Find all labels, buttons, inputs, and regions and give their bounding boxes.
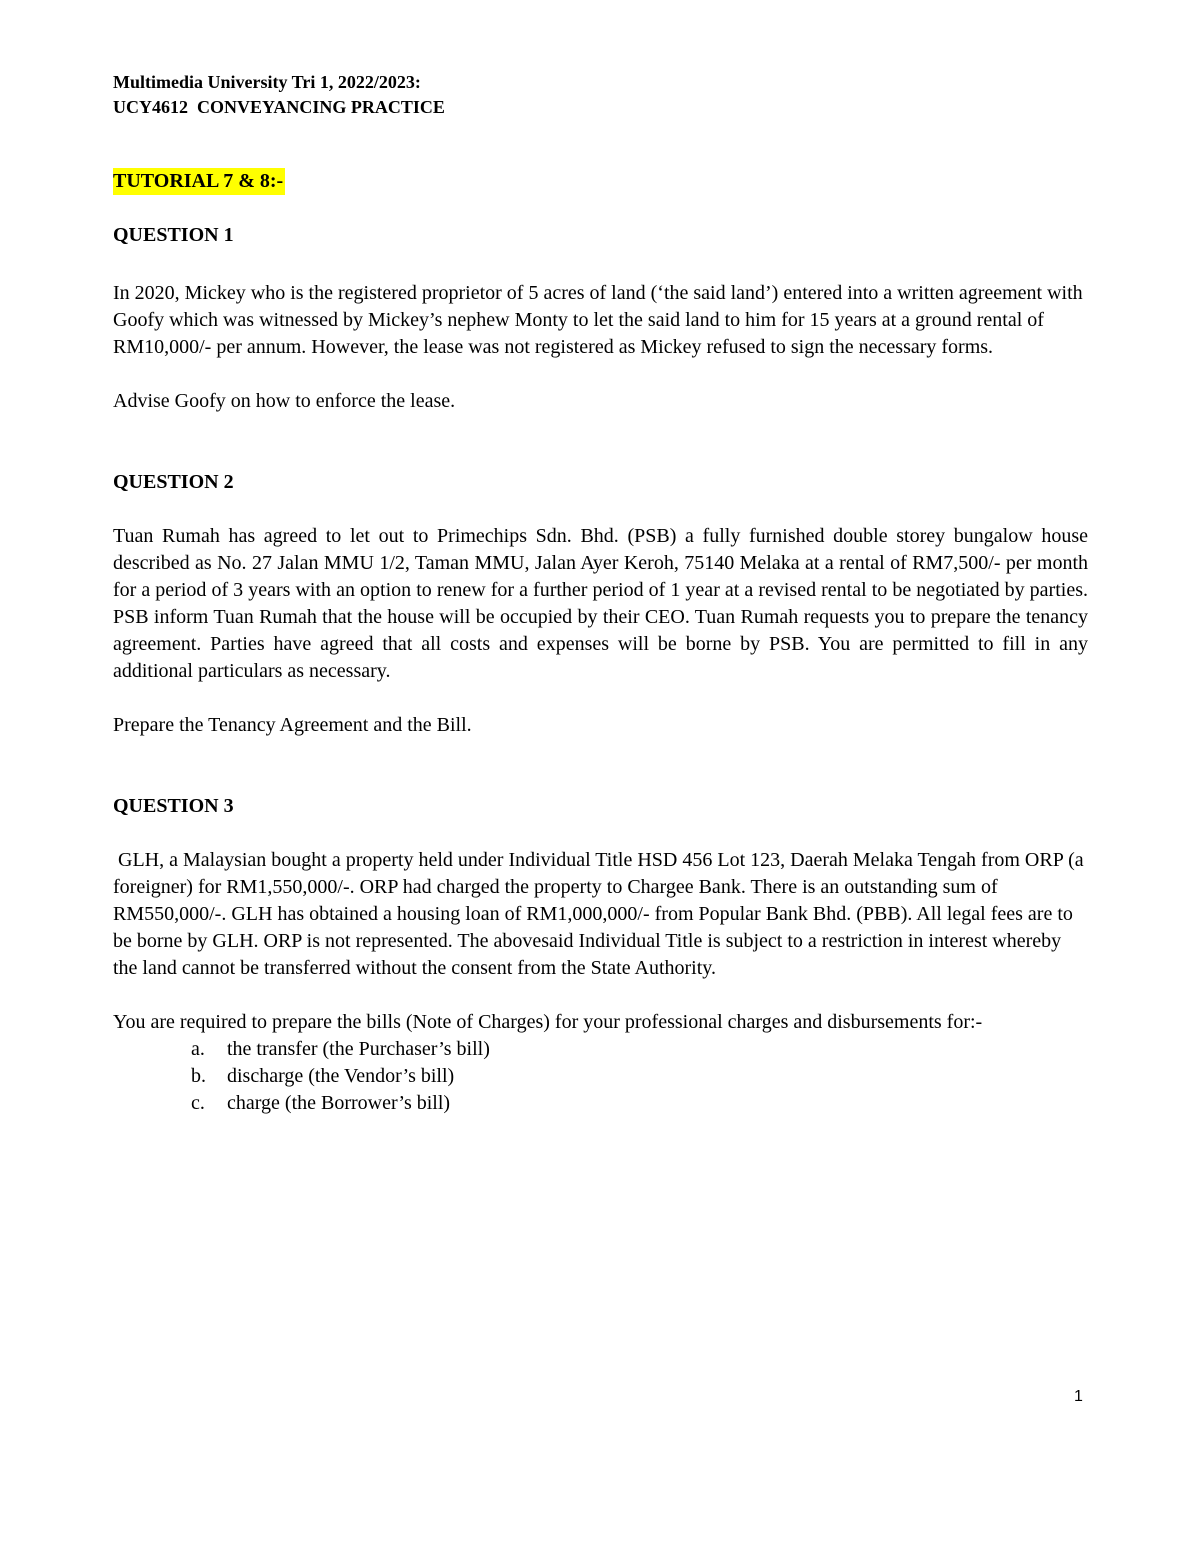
list-item [191, 1036, 1088, 1063]
course-title: UCY4612 CONVEYANCING PRACTICE [113, 97, 445, 117]
university-header: Multimedia University Tri 1, 2022/2023: [113, 72, 421, 92]
question-3-body: GLH, a Malaysian bought a property held under Individual Title HSD 456 Lot 123, Daerah Melaka Tengah from ORP (a foreigner) for RM1,550,000/-. ORP had charged the property to Chargee Bank. There is an outstanding sum of RM550,000/-. GLH has obtained a housing loan of RM1,000,000/- from Popular Bank Bhd. (PBB). All legal fees are to be borne by GLH. ORP is not represented. The abovesaid Individual Title is subject to a restriction in interest whereby the land cannot be transferred without the consent from the State Authority. [113, 849, 1089, 979]
question-1-task: Advise Goofy on how to enforce the lease. [113, 390, 456, 412]
question-2-body: Tuan Rumah has agreed to let out to Primechips Sdn. Bhd. (PSB) a fully furnished double storey bungalow house described as No. 27 Jalan MMU 1/2, Taman MMU, Jalan Ayer Keroh, 75140 Melaka at a rental of RM7,500/- per month for a period of 3 years with an option to renew for a further period of 1 year at a revised rental to be negotiated by parties. PSB inform Tuan Rumah that the house will be occupied by their CEO. Tuan Rumah requests you to prepare the tenancy agreement. Parties have agreed that all costs and expenses will be borne by PSB. You are permitted to fill in any additional particulars as necessary. [113, 525, 1088, 682]
tutorial-title: TUTORIAL 7 & 8:- [113, 168, 285, 195]
list-marker: c. [191, 1092, 205, 1114]
document-page [113, 64, 1088, 1117]
question-3-task: You are required to prepare the bills (Note of Charges) for your professional charges and disbursements for:- [113, 1011, 983, 1033]
question-2-task: Prepare the Tenancy Agreement and the Bill. [113, 714, 472, 736]
bill-list [113, 1036, 1088, 1117]
list-marker: b. [191, 1065, 206, 1087]
question-1-body: In 2020, Mickey who is the registered proprietor of 5 acres of land (‘the said land’) entered into a written agreement with Goofy which was witnessed by Mickey’s nephew Monty to let the said land to him for 15 years at a ground rental of RM10,000/- per annum. However, the lease was not registered as Mickey refused to sign the necessary forms. [113, 282, 1083, 358]
list-item-text: discharge (the Vendor’s bill) [227, 1065, 455, 1087]
list-item [191, 1090, 1088, 1117]
list-marker: a. [191, 1038, 205, 1060]
page-number: 1 [1074, 1388, 1083, 1405]
question-3-heading: QUESTION 3 [113, 795, 234, 817]
list-item [191, 1063, 1088, 1090]
question-2-heading: QUESTION 2 [113, 471, 234, 493]
list-item-text: the transfer (the Purchaser’s bill) [227, 1038, 490, 1060]
list-item-text: charge (the Borrower’s bill) [227, 1092, 451, 1114]
question-1-heading: QUESTION 1 [113, 224, 234, 246]
